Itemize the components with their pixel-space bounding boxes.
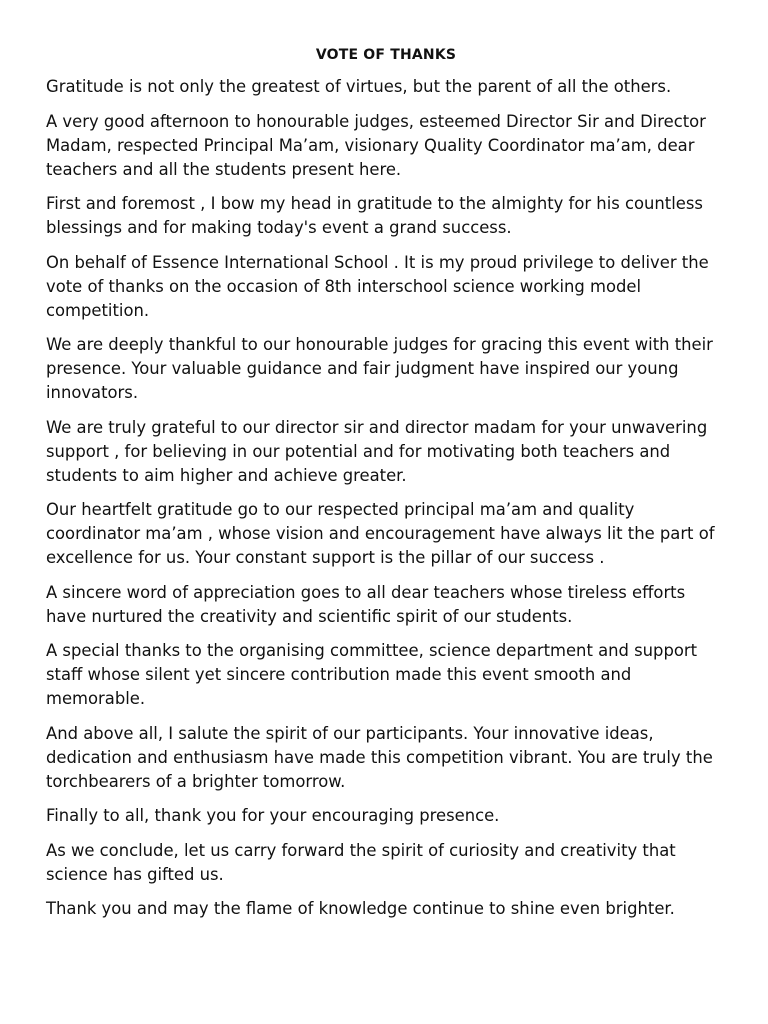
paragraph-audience: Finally to all, thank you for your encouraging presence. xyxy=(46,806,500,825)
paragraph-gratitude-almighty: First and foremost , I bow my head in gratitude to the almighty for his countless blessings and for making today's event a grand success. xyxy=(46,194,703,237)
paragraph-conclusion: As we conclude, let us carry forward the spirit of curiosity and creativity that science has gifted us. xyxy=(46,840,676,884)
paragraph-closing: Thank you and may the flame of knowledge continue to shine even brighter. xyxy=(46,899,675,918)
paragraph-principal: Our heartfelt gratitude go to our respected principal ma’am and quality coordinator ma’am , whose vision and encouragement have always lit the part of excellence for us. Your constant support is the pillar of our success . xyxy=(46,500,715,567)
document-title: VOTE OF THANKS xyxy=(315,47,457,63)
paragraph-directors: We are truly grateful to our director sir and director madam for your unwavering support , for believing in our potential and for motivating both teachers and students to aim higher and achieve greater. xyxy=(46,417,708,485)
paragraph-school-behalf: On behalf of Essence International School . It is my proud privilege to deliver the vote of thanks on the occasion of 8th interschool science working model competition. xyxy=(46,252,709,320)
paragraph-opening-quote: Gratitude is not only the greatest of virtues, but the parent of all the others. xyxy=(46,77,672,96)
paragraph-participants: And above all, I salute the spirit of our participants. Your innovative ideas, dedication and enthusiasm have made this competition vibrant. You are truly the torchbearers of a brighter tomorrow. xyxy=(46,723,713,791)
paragraph-judges: We are deeply thankful to our honourable judges for gracing this event with their presence. Your valuable guidance and fair judgment have inspired our young innovators. xyxy=(46,335,713,402)
paragraph-teachers: A sincere word of appreciation goes to all dear teachers whose tireless efforts have nurtured the creativity and scientific spirit of our students. xyxy=(46,582,686,626)
paragraph-committee: A special thanks to the organising committee, science department and support staff whose silent yet sincere contribution made this event smooth and memorable. xyxy=(46,641,698,708)
paragraph-greeting: A very good afternoon to honourable judges, esteemed Director Sir and Director Madam, respected Principal Ma’am, visionary Quality Coordinator ma’am, dear teachers and all the students present here. xyxy=(46,111,706,179)
